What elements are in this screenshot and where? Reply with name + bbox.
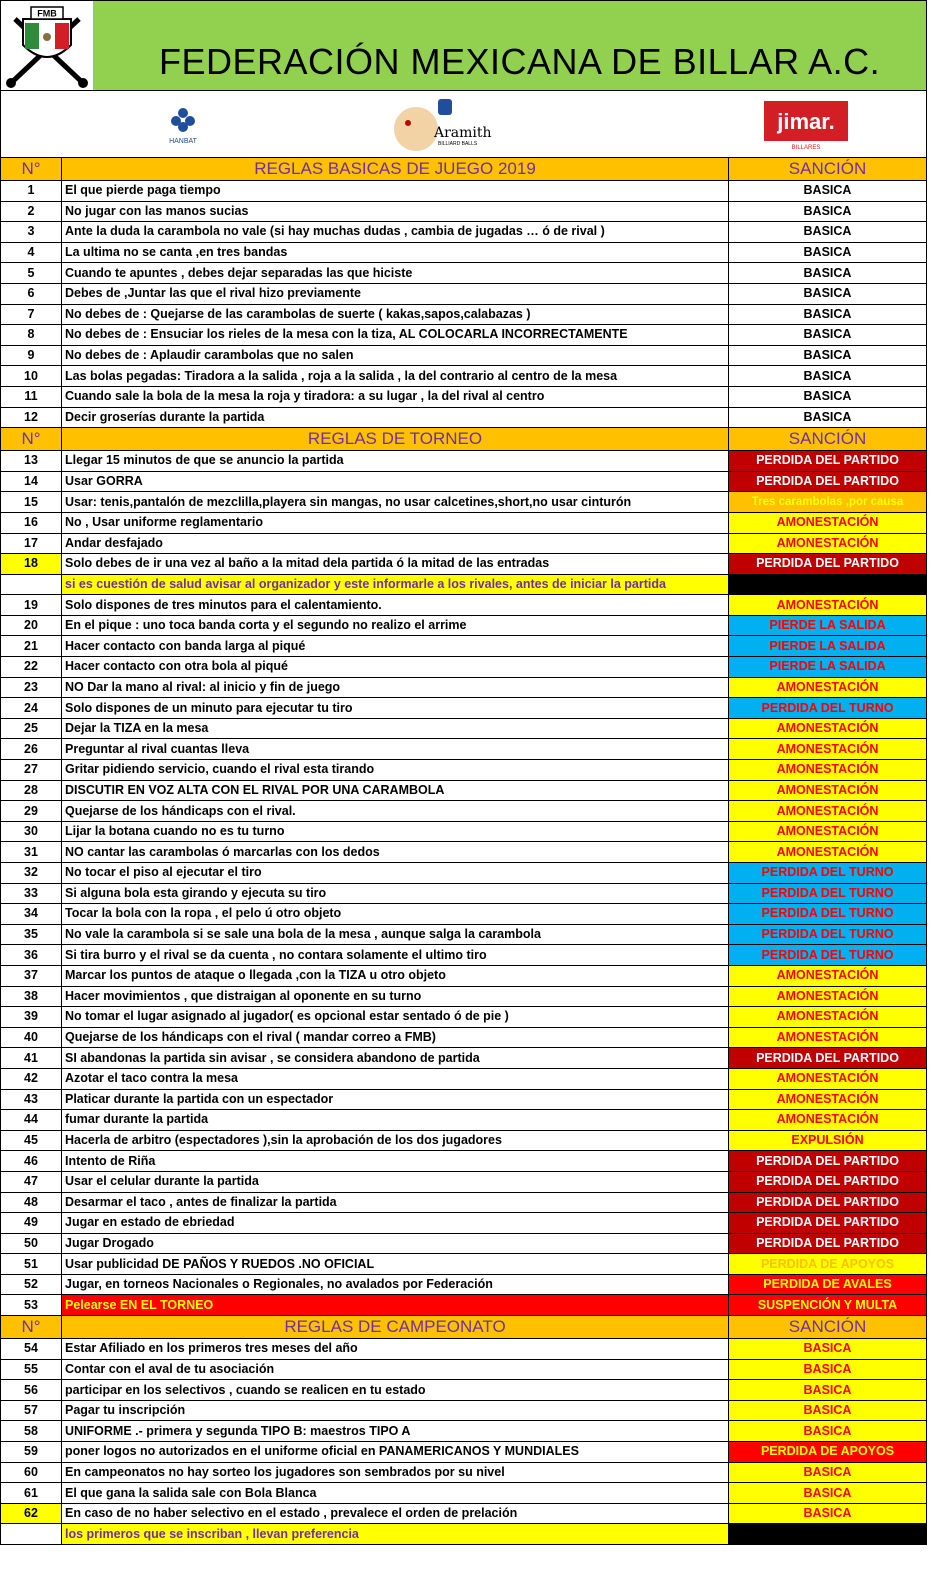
rule-text: Usar el celular durante la partida xyxy=(62,1171,729,1192)
rule-text: Contar con el aval de tu asociación xyxy=(62,1359,729,1380)
rule-row xyxy=(1,492,927,513)
rule-number: 42 xyxy=(1,1068,62,1089)
rule-number: 8 xyxy=(1,325,62,346)
rule-row xyxy=(1,1503,927,1524)
jimar-subtext: BILLARES xyxy=(791,145,821,151)
rule-text: Usar: tenis,pantalón de mezclilla,playera sin mangas, no usar calcetines,short,no usar cinturón xyxy=(62,492,729,513)
rule-text: DISCUTIR EN VOZ ALTA CON EL RIVAL POR UNA CARAMBOLA xyxy=(62,780,729,801)
rule-number: 7 xyxy=(1,304,62,325)
rule-sanction: BASICA xyxy=(729,201,927,222)
rule-row xyxy=(1,1483,927,1504)
rule-sanction: AMONESTACIÓN xyxy=(729,1068,927,1089)
rule-number: 11 xyxy=(1,386,62,407)
rule-row xyxy=(1,366,927,387)
rule-text: NO cantar las carambolas ó marcarlas con los dedos xyxy=(62,842,729,863)
rule-text: Gritar pidiendo servicio, cuando el rival esta tirando xyxy=(62,760,729,781)
rule-row xyxy=(1,242,927,263)
rule-number: 36 xyxy=(1,945,62,966)
rule-number: 48 xyxy=(1,1192,62,1213)
rule-sanction: PERDIDA DEL PARTIDO xyxy=(729,1048,927,1069)
rule-sanction: BASICA xyxy=(729,263,927,284)
section-num-header: N° xyxy=(1,1316,62,1339)
rule-sanction: BASICA xyxy=(729,181,927,202)
rule-text: UNIFORME .- primera y segunda TIPO B: maestros TIPO A xyxy=(62,1421,729,1442)
rule-text: Solo debes de ir una vez al baño a la mitad dela partida ó la mitad de las entradas xyxy=(62,554,729,575)
fmb-shield-icon xyxy=(1,1,93,90)
rule-number: 29 xyxy=(1,801,62,822)
rule-row xyxy=(1,1151,927,1172)
rule-number: 16 xyxy=(1,512,62,533)
rule-sanction: BASICA xyxy=(729,1339,927,1360)
rule-sanction: PERDIDA DEL PARTIDO xyxy=(729,1233,927,1254)
section-header-row xyxy=(1,158,927,181)
rule-sanction: PERDIDA DEL PARTIDO xyxy=(729,1151,927,1172)
rule-sanction: AMONESTACIÓN xyxy=(729,1110,927,1131)
rule-text: No debes de : Ensuciar los rieles de la mesa con la tiza, AL COLOCARLA INCORRECTAMENTE xyxy=(62,325,729,346)
rule-sanction: AMONESTACIÓN xyxy=(729,1007,927,1028)
rule-number: 14 xyxy=(1,471,62,492)
rule-row xyxy=(1,1295,927,1316)
section-title: REGLAS DE CAMPEONATO xyxy=(62,1316,729,1339)
rule-row xyxy=(1,345,927,366)
rule-row xyxy=(1,1254,927,1275)
jimar-icon xyxy=(764,101,848,151)
rule-text: Hacerla de arbitro (espectadores ),sin la aprobación de los dos jugadores xyxy=(62,1130,729,1151)
rule-sanction: Tres carambolas ,por causa xyxy=(729,492,927,513)
rule-row xyxy=(1,760,927,781)
rule-sanction xyxy=(729,1524,927,1545)
rule-number: 41 xyxy=(1,1048,62,1069)
rule-text: No tomar el lugar asignado al jugador( es opcional estar sentado ó de pie ) xyxy=(62,1007,729,1028)
rule-row xyxy=(1,698,927,719)
rule-number: 44 xyxy=(1,1110,62,1131)
title-banner xyxy=(93,1,926,90)
rule-row xyxy=(1,574,927,595)
rule-number: 20 xyxy=(1,615,62,636)
rule-number: 40 xyxy=(1,1027,62,1048)
rule-sanction: PERDIDA DEL TURNO xyxy=(729,924,927,945)
rule-text: fumar durante la partida xyxy=(62,1110,729,1131)
rule-number: 62 xyxy=(1,1503,62,1524)
rule-row xyxy=(1,1171,927,1192)
rule-number: 60 xyxy=(1,1462,62,1483)
rule-text: si es cuestión de salud avisar al organizador y este informarle a los rivales, antes de iniciar la partida xyxy=(62,574,729,595)
rule-text: No jugar con las manos sucias xyxy=(62,201,729,222)
rule-row xyxy=(1,451,927,472)
rule-row xyxy=(1,842,927,863)
rule-sanction: BASICA xyxy=(729,366,927,387)
rule-text: El que gana la salida sale con Bola Blanca xyxy=(62,1483,729,1504)
rule-sanction: AMONESTACIÓN xyxy=(729,986,927,1007)
rule-sanction: BASICA xyxy=(729,1483,927,1504)
sanction-header: SANCIÓN xyxy=(729,158,927,181)
rule-number: 26 xyxy=(1,739,62,760)
rule-row xyxy=(1,1068,927,1089)
rule-row xyxy=(1,1524,927,1545)
rule-text: Solo dispones de un minuto para ejecutar tu tiro xyxy=(62,698,729,719)
rule-number: 9 xyxy=(1,345,62,366)
rule-row xyxy=(1,1027,927,1048)
hanbat-logo xyxy=(161,103,205,147)
rule-text: Usar publicidad DE PAÑOS Y RUEDOS .NO OFICIAL xyxy=(62,1254,729,1275)
rule-sanction: PERDIDA DEL TURNO xyxy=(729,904,927,925)
rule-number: 45 xyxy=(1,1130,62,1151)
aramith-subtext: BILLIARD BALLS xyxy=(438,141,478,147)
rule-number: 57 xyxy=(1,1400,62,1421)
rule-number: 34 xyxy=(1,904,62,925)
rule-row xyxy=(1,1048,927,1069)
rule-text: Intento de Riña xyxy=(62,1151,729,1172)
rule-text: Hacer movimientos , que distraigan al oponente en su turno xyxy=(62,986,729,1007)
rule-sanction: PERDIDA DEL TURNO xyxy=(729,945,927,966)
rule-row xyxy=(1,1400,927,1421)
rule-number: 51 xyxy=(1,1254,62,1275)
rule-text: La ultima no se canta ,en tres bandas xyxy=(62,242,729,263)
rule-row xyxy=(1,222,927,243)
rule-text: No tocar el piso al ejecutar el tiro xyxy=(62,863,729,884)
rule-row xyxy=(1,1462,927,1483)
rule-row xyxy=(1,1130,927,1151)
rule-sanction: AMONESTACIÓN xyxy=(729,533,927,554)
rule-row xyxy=(1,554,927,575)
rule-number: 13 xyxy=(1,451,62,472)
rule-row xyxy=(1,1339,927,1360)
rule-number: 59 xyxy=(1,1442,62,1463)
rules-table-body xyxy=(1,158,927,1545)
rule-row xyxy=(1,780,927,801)
rule-row xyxy=(1,407,927,428)
rule-number: 28 xyxy=(1,780,62,801)
rules-table xyxy=(0,157,927,1545)
rule-row xyxy=(1,1089,927,1110)
rule-number: 10 xyxy=(1,366,62,387)
rule-number: 31 xyxy=(1,842,62,863)
rule-text: En el pique : uno toca banda corta y el segundo no realizo el arrime xyxy=(62,615,729,636)
rule-text: Hacer contacto con otra bola al piqué xyxy=(62,657,729,678)
rule-sanction: PERDIDA DEL PARTIDO xyxy=(729,1171,927,1192)
rule-sanction: AMONESTACIÓN xyxy=(729,760,927,781)
rule-text: Azotar el taco contra la mesa xyxy=(62,1068,729,1089)
rule-sanction: PERDIDA DEL TURNO xyxy=(729,698,927,719)
rule-sanction: BASICA xyxy=(729,1462,927,1483)
rule-row xyxy=(1,615,927,636)
rule-sanction: BASICA xyxy=(729,222,927,243)
rule-row xyxy=(1,386,927,407)
rule-text: Decir groserías durante la partida xyxy=(62,407,729,428)
rule-number: 55 xyxy=(1,1359,62,1380)
rule-sanction: SUSPENCIÓN Y MULTA xyxy=(729,1295,927,1316)
rule-sanction: PERDIDA DEL PARTIDO xyxy=(729,1192,927,1213)
sponsor-band xyxy=(0,91,927,157)
rule-number: 19 xyxy=(1,595,62,616)
rule-row xyxy=(1,863,927,884)
rule-text: Usar GORRA xyxy=(62,471,729,492)
rule-text: Platicar durante la partida con un espectador xyxy=(62,1089,729,1110)
rule-number: 2 xyxy=(1,201,62,222)
rule-sanction: AMONESTACIÓN xyxy=(729,677,927,698)
rule-sanction: PIERDE LA SALIDA xyxy=(729,615,927,636)
page-title: FEDERACIÓN MEXICANA DE BILLAR A.C. xyxy=(159,41,881,82)
rule-text: Solo dispones de tres minutos para el calentamiento. xyxy=(62,595,729,616)
rule-text: Marcar los puntos de ataque o llegada ,con la TIZA u otro objeto xyxy=(62,965,729,986)
rule-sanction: PERDIDA DEL PARTIDO xyxy=(729,554,927,575)
rule-row xyxy=(1,1380,927,1401)
rule-row xyxy=(1,325,927,346)
rule-sanction: AMONESTACIÓN xyxy=(729,739,927,760)
section-title: REGLAS DE TORNEO xyxy=(62,428,729,451)
rule-row xyxy=(1,1359,927,1380)
rule-row xyxy=(1,1213,927,1234)
rule-row xyxy=(1,1274,927,1295)
rule-number: 43 xyxy=(1,1089,62,1110)
rule-sanction: PERDIDA DE AVALES xyxy=(729,1274,927,1295)
rule-row xyxy=(1,1192,927,1213)
rule-row xyxy=(1,986,927,1007)
rule-row xyxy=(1,471,927,492)
rule-row xyxy=(1,201,927,222)
rule-text: Andar desfajado xyxy=(62,533,729,554)
rule-number: 15 xyxy=(1,492,62,513)
fmb-logo xyxy=(1,1,93,90)
aramith-text: Aramith xyxy=(434,125,492,141)
aramith-logo xyxy=(394,97,492,155)
rule-row xyxy=(1,1110,927,1131)
rule-number xyxy=(1,574,62,595)
rule-sanction: AMONESTACIÓN xyxy=(729,512,927,533)
rule-text: Preguntar al rival cuantas lleva xyxy=(62,739,729,760)
rule-row xyxy=(1,883,927,904)
rule-number: 35 xyxy=(1,924,62,945)
rule-row xyxy=(1,512,927,533)
rule-sanction: PERDIDA DEL TURNO xyxy=(729,883,927,904)
rule-number: 49 xyxy=(1,1213,62,1234)
rule-text: Si alguna bola esta girando y ejecuta su tiro xyxy=(62,883,729,904)
rule-text: Lijar la botana cuando no es tu turno xyxy=(62,821,729,842)
hanbat-icon xyxy=(161,103,205,147)
rule-number: 6 xyxy=(1,283,62,304)
rule-sanction: BASICA xyxy=(729,1380,927,1401)
rule-text: SI abandonas la partida sin avisar , se considera abandono de partida xyxy=(62,1048,729,1069)
rule-text: No , Usar uniforme reglamentario xyxy=(62,512,729,533)
rule-row xyxy=(1,801,927,822)
rule-sanction: PERDIDA DE APOYOS xyxy=(729,1442,927,1463)
rule-number: 50 xyxy=(1,1233,62,1254)
rule-number: 33 xyxy=(1,883,62,904)
rule-sanction xyxy=(729,574,927,595)
rule-number: 24 xyxy=(1,698,62,719)
rule-row xyxy=(1,677,927,698)
rule-sanction: BASICA xyxy=(729,325,927,346)
rule-sanction: BASICA xyxy=(729,407,927,428)
aramith-icon xyxy=(394,97,492,155)
rule-sanction: BASICA xyxy=(729,1359,927,1380)
logo-text: FMB xyxy=(37,8,57,19)
header-band xyxy=(0,0,927,91)
rule-number: 38 xyxy=(1,986,62,1007)
jimar-logo xyxy=(764,101,848,151)
rule-row xyxy=(1,533,927,554)
rule-text: poner logos no autorizados en el uniforme oficial en PANAMERICANOS Y MUNDIALES xyxy=(62,1442,729,1463)
rule-text: Jugar, en torneos Nacionales o Regionales, no avalados por Federación xyxy=(62,1274,729,1295)
rule-number: 21 xyxy=(1,636,62,657)
rule-sanction: BASICA xyxy=(729,283,927,304)
rule-row xyxy=(1,821,927,842)
rule-number: 4 xyxy=(1,242,62,263)
rule-number: 18 xyxy=(1,554,62,575)
rule-number xyxy=(1,1524,62,1545)
rule-text: Pagar tu inscripción xyxy=(62,1400,729,1421)
rule-row xyxy=(1,1421,927,1442)
rule-number: 47 xyxy=(1,1171,62,1192)
rule-number: 30 xyxy=(1,821,62,842)
rule-number: 54 xyxy=(1,1339,62,1360)
rule-number: 56 xyxy=(1,1380,62,1401)
rule-sanction: PERDIDA DEL PARTIDO xyxy=(729,451,927,472)
rule-sanction: PERDIDA DE APOYOS xyxy=(729,1254,927,1275)
rule-sanction: BASICA xyxy=(729,1503,927,1524)
rule-text: No debes de : Aplaudir carambolas que no salen xyxy=(62,345,729,366)
rule-text: En campeonatos no hay sorteo los jugadores son sembrados por su nivel xyxy=(62,1462,729,1483)
rule-number: 23 xyxy=(1,677,62,698)
rule-sanction: PERDIDA DEL TURNO xyxy=(729,863,927,884)
rule-text: Jugar en estado de ebriedad xyxy=(62,1213,729,1234)
sanction-header: SANCIÓN xyxy=(729,428,927,451)
rule-sanction: AMONESTACIÓN xyxy=(729,965,927,986)
rule-number: 58 xyxy=(1,1421,62,1442)
rule-number: 27 xyxy=(1,760,62,781)
rule-text: Jugar Drogado xyxy=(62,1233,729,1254)
rule-row xyxy=(1,1233,927,1254)
rule-text: En caso de no haber selectivo en el estado , prevalece el orden de prelación xyxy=(62,1503,729,1524)
rule-number: 32 xyxy=(1,863,62,884)
hanbat-text: HANBAT xyxy=(169,138,197,145)
sanction-header: SANCIÓN xyxy=(729,1316,927,1339)
rule-text: Quejarse de los hándicaps con el rival. xyxy=(62,801,729,822)
rule-sanction: AMONESTACIÓN xyxy=(729,842,927,863)
rule-sanction: EXPULSIÓN xyxy=(729,1130,927,1151)
rule-sanction: AMONESTACIÓN xyxy=(729,718,927,739)
rule-number: 37 xyxy=(1,965,62,986)
rule-text: los primeros que se inscriban , llevan preferencia xyxy=(62,1524,729,1545)
rule-row xyxy=(1,636,927,657)
rule-text: Ante la duda la carambola no vale (si hay muchas dudas , cambia de jugadas … ó de rival ) xyxy=(62,222,729,243)
rule-number: 12 xyxy=(1,407,62,428)
rule-text: Desarmar el taco , antes de finalizar la partida xyxy=(62,1192,729,1213)
rule-number: 22 xyxy=(1,657,62,678)
rule-number: 46 xyxy=(1,1151,62,1172)
section-num-header: N° xyxy=(1,428,62,451)
section-header-row xyxy=(1,1316,927,1339)
rule-row xyxy=(1,283,927,304)
rule-text: Cuando te apuntes , debes dejar separadas las que hiciste xyxy=(62,263,729,284)
rule-text: Dejar la TIZA en la mesa xyxy=(62,718,729,739)
rule-text: No vale la carambola si se sale una bola de la mesa , aunque salga la carambola xyxy=(62,924,729,945)
rule-text: Estar Afiliado en los primeros tres meses del año xyxy=(62,1339,729,1360)
rule-number: 39 xyxy=(1,1007,62,1028)
jimar-text: jimar. xyxy=(777,109,835,134)
rule-sanction: BASICA xyxy=(729,304,927,325)
rule-number: 1 xyxy=(1,181,62,202)
rule-number: 5 xyxy=(1,263,62,284)
rule-row xyxy=(1,1442,927,1463)
rule-row xyxy=(1,718,927,739)
rule-number: 52 xyxy=(1,1274,62,1295)
rule-text: No debes de : Quejarse de las carambolas de suerte ( kakas,sapos,calabazas ) xyxy=(62,304,729,325)
rule-row xyxy=(1,657,927,678)
rule-sanction: BASICA xyxy=(729,345,927,366)
rule-text: El que pierde paga tiempo xyxy=(62,181,729,202)
rule-sanction: AMONESTACIÓN xyxy=(729,821,927,842)
rule-row xyxy=(1,965,927,986)
rule-number: 3 xyxy=(1,222,62,243)
rule-row xyxy=(1,1007,927,1028)
rule-sanction: PIERDE LA SALIDA xyxy=(729,636,927,657)
rule-row xyxy=(1,263,927,284)
rule-sanction: PERDIDA DEL PARTIDO xyxy=(729,1213,927,1234)
rule-row xyxy=(1,945,927,966)
rule-text: Cuando sale la bola de la mesa la roja y tiradora: a su lugar , la del rival al centro xyxy=(62,386,729,407)
section-header-row xyxy=(1,428,927,451)
rule-text: Llegar 15 minutos de que se anuncio la partida xyxy=(62,451,729,472)
rule-row xyxy=(1,304,927,325)
rule-text: Si tira burro y el rival se da cuenta , no contara solamente el ultimo tiro xyxy=(62,945,729,966)
rule-sanction: BASICA xyxy=(729,386,927,407)
rule-sanction: PIERDE LA SALIDA xyxy=(729,657,927,678)
rule-sanction: AMONESTACIÓN xyxy=(729,1027,927,1048)
rule-row xyxy=(1,595,927,616)
rule-sanction: BASICA xyxy=(729,242,927,263)
rule-text: Hacer contacto con banda larga al piqué xyxy=(62,636,729,657)
rule-row xyxy=(1,181,927,202)
rule-number: 61 xyxy=(1,1483,62,1504)
section-num-header: N° xyxy=(1,158,62,181)
rule-number: 25 xyxy=(1,718,62,739)
rule-text: Debes de ,Juntar las que el rival hizo previamente xyxy=(62,283,729,304)
rule-sanction: AMONESTACIÓN xyxy=(729,780,927,801)
rule-text: NO Dar la mano al rival: al inicio y fin de juego xyxy=(62,677,729,698)
section-title: REGLAS BASICAS DE JUEGO 2019 xyxy=(62,158,729,181)
rule-text: Quejarse de los hándicaps con el rival ( mandar correo a FMB) xyxy=(62,1027,729,1048)
rule-sanction: BASICA xyxy=(729,1400,927,1421)
rule-text: Pelearse EN EL TORNEO xyxy=(62,1295,729,1316)
rule-sanction: PERDIDA DEL PARTIDO xyxy=(729,471,927,492)
rule-sanction: AMONESTACIÓN xyxy=(729,801,927,822)
rule-text: Las bolas pegadas: Tiradora a la salida , roja a la salida , la del contrario al centro de la mesa xyxy=(62,366,729,387)
rule-number: 53 xyxy=(1,1295,62,1316)
rule-sanction: AMONESTACIÓN xyxy=(729,1089,927,1110)
rule-text: Tocar la bola con la ropa , el pelo ú otro objeto xyxy=(62,904,729,925)
rule-number: 17 xyxy=(1,533,62,554)
rule-sanction: BASICA xyxy=(729,1421,927,1442)
rule-row xyxy=(1,904,927,925)
rule-row xyxy=(1,924,927,945)
rule-sanction: AMONESTACIÓN xyxy=(729,595,927,616)
rule-text: participar en los selectivos , cuando se realicen en tu estado xyxy=(62,1380,729,1401)
rule-row xyxy=(1,739,927,760)
